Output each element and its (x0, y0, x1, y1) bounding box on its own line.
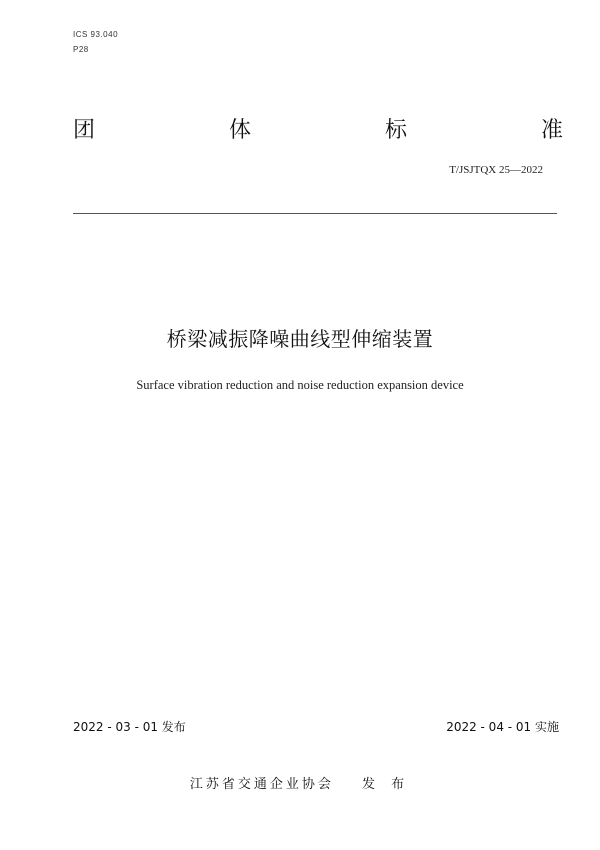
ccs-code: P28 (73, 45, 89, 54)
publish-label: 发 布 (361, 777, 411, 792)
implementation-date: 2022 - 04 - 01 实施 (446, 720, 559, 734)
publisher-name: 江苏省交通企业协会 (189, 777, 334, 792)
standard-type-char: 团 (73, 118, 96, 143)
issue-date: 2022 - 03 - 01 发布 (73, 720, 186, 734)
header-divider (73, 213, 557, 214)
standard-type-char: 准 (540, 118, 563, 143)
standard-number: T/JSJTQX 25—2022 (449, 164, 543, 176)
document-title-chinese: 桥梁减振降噪曲线型伸缩装置 (166, 327, 434, 351)
standard-type-char: 标 (384, 118, 407, 143)
standard-type-char: 体 (228, 118, 251, 143)
ics-code: ICS 93.040 (73, 30, 119, 39)
standard-type-heading (73, 117, 563, 145)
document-title-english: Surface vibration reduction and noise reduction expansion device (136, 378, 464, 392)
publisher-line (0, 773, 600, 792)
